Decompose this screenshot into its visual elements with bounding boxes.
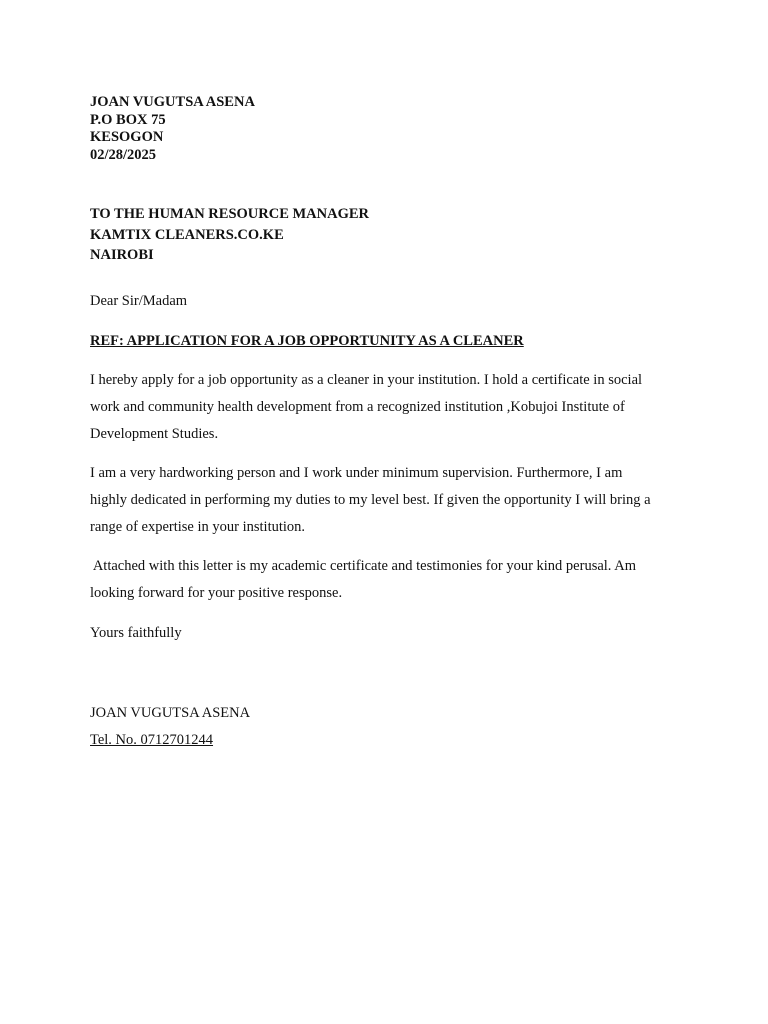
- recipient-title: TO THE HUMAN RESOURCE MANAGER: [90, 206, 370, 222]
- body-paragraph-1: [90, 367, 680, 448]
- paragraph-line: range of expertise in your institution.: [90, 519, 306, 535]
- paragraph-line: work and community health development from a recognized institution ,Kobujoi Institute of: [90, 399, 625, 415]
- sender-town: KESOGON: [90, 129, 164, 145]
- closing: Yours faithfully: [90, 625, 182, 641]
- paragraph-line: I hereby apply for a job opportunity as a cleaner in your institution. I hold a certificate in social: [90, 372, 643, 388]
- reference-line: REF: APPLICATION FOR A JOB OPPORTUNITY AS A CLEANER: [90, 333, 524, 349]
- paragraph-line: highly dedicated in performing my duties to my level best. If given the opportunity I will bring a: [90, 492, 651, 508]
- recipient-company: KAMTIX CLEANERS.CO.KE: [90, 226, 284, 243]
- signature-telephone: Tel. No. 0712701244: [90, 732, 214, 748]
- recipient-city: NAIROBI: [90, 247, 154, 263]
- recipient-address-block: [90, 204, 680, 266]
- salutation: Dear Sir/Madam: [90, 293, 188, 309]
- body-paragraph-3: [90, 553, 680, 607]
- paragraph-line: I am a very hardworking person and I work under minimum supervision. Furthermore, I am: [90, 465, 623, 481]
- letter-date: 02/28/2025: [90, 146, 157, 163]
- paragraph-line: looking forward for your positive response.: [90, 585, 343, 601]
- paragraph-line: Development Studies.: [90, 426, 219, 442]
- sender-name: JOAN VUGUTSA ASENA: [90, 94, 255, 110]
- paragraph-line: Attached with this letter is my academic certificate and testimonies for your kind perusal. Am: [90, 558, 637, 574]
- body-paragraph-2: [90, 460, 680, 541]
- signature-name: JOAN VUGUTSA ASENA: [90, 705, 251, 721]
- sender-po-box: P.O BOX 75: [90, 111, 166, 128]
- sender-address-block: [90, 94, 680, 164]
